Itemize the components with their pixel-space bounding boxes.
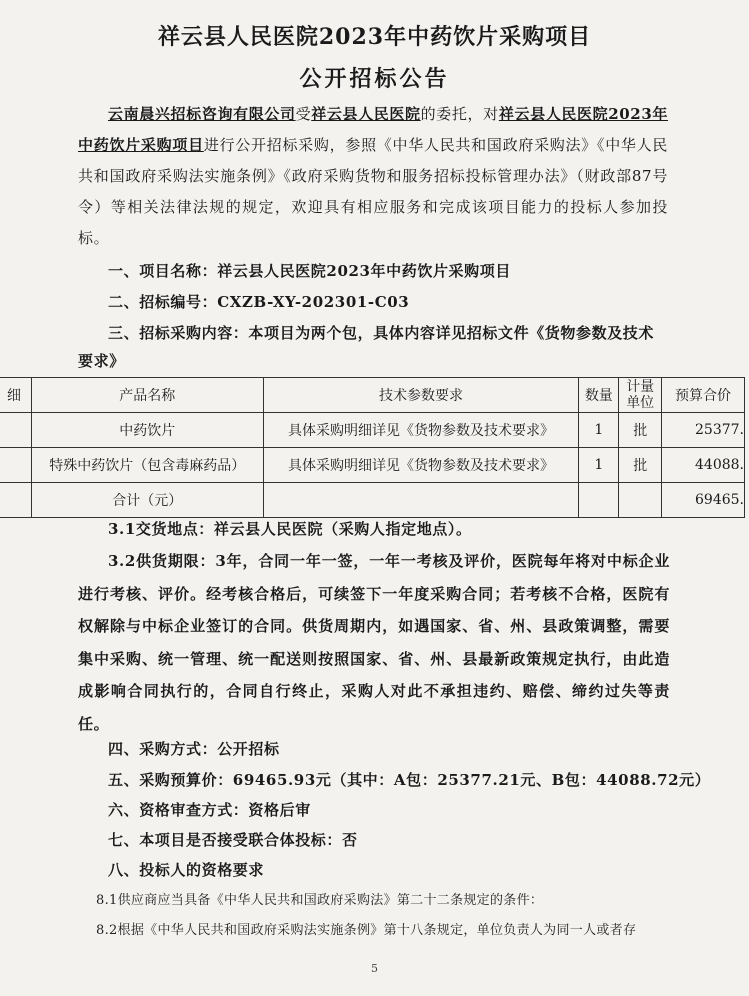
page-number: 5 xyxy=(371,962,378,975)
cell-spec: 具体采购明细详见《货物参数及技术要求》 xyxy=(263,413,579,448)
section-2: 二、招标编号：CXZB-XY-202301-C03 xyxy=(108,293,410,311)
header-spec: 技术参数要求 xyxy=(263,378,579,413)
cell-name: 中药饮片 xyxy=(31,413,263,448)
cell-budget: 44088. xyxy=(662,448,745,483)
cell-budget: 25377. xyxy=(662,413,745,448)
table-row xyxy=(0,413,745,448)
table-header-row xyxy=(0,378,745,413)
intro-text-2: 的委托，对 xyxy=(420,105,499,123)
supply-period: 3.2供货期限：3年，合同一年一签，一年一考核及评价，医院每年将对中标企业进行考核、评价。经考核合格后，可续签下一年度采购合同；若考核不合格，医院有权解除与中标企业签订的合同。供货周期内，如遇国家、省、州、县政策调整，需要集中采购、统一管理、统一配送则按照国家、省、州、县最新政策规定执行，由此造成影响合同执行的，合同自行终止，采购人对此不承担违约、赔偿、缔约过失等责任。 xyxy=(78,552,670,733)
cell-unit: 批 xyxy=(619,448,662,483)
total-value: 69465. xyxy=(662,483,745,518)
intro-paragraph xyxy=(78,99,668,254)
cell-spec: 具体采购明细详见《货物参数及技术要求》 xyxy=(263,448,579,483)
notice-subtitle: 公开招标公告 xyxy=(299,66,450,92)
section-8: 八、投标人的资格要求 xyxy=(108,861,265,879)
cell-qty: 1 xyxy=(579,413,619,448)
cell-qty: 1 xyxy=(579,448,619,483)
header-name: 产品名称 xyxy=(31,378,263,413)
section-8-1: 8.1供应商应当具备《中华人民共和国政府采购法》第二十二条规定的条件： xyxy=(96,893,544,908)
items-table xyxy=(0,377,745,518)
intro-text-3: 进行公开招标采购，参照《中华人民共和国政府采购法》《中华人民共和国政府采购法实施条例》《政府采购货物和服务招标投标管理办法》（财政部87号令）等相关法律法规的规定，欢迎具有相应服务和完成该项目能力的投标人参加投标。 xyxy=(78,136,668,247)
table-row xyxy=(0,448,745,483)
header-col0: 细 xyxy=(0,378,31,413)
cell-name: 特殊中药饮片（包含毒麻药品） xyxy=(31,448,263,483)
header-qty: 数量 xyxy=(579,378,619,413)
project-name: 祥云县人民医院2023年中药饮片采购项目 xyxy=(78,105,669,154)
header-unit: 计量单位 xyxy=(619,378,662,413)
section-1: 一、项目名称：祥云县人民医院2023年中药饮片采购项目 xyxy=(108,262,511,280)
total-label: 合计（元） xyxy=(31,483,263,518)
section-5: 五、采购预算价：69465.93元（其中：A包：25377.21元、B包：44088.72元） xyxy=(108,771,711,789)
header-budget: 预算合价 xyxy=(662,378,745,413)
purchaser-name: 祥云县人民医院 xyxy=(311,105,421,123)
table-total-row xyxy=(0,483,745,518)
notice-title: 祥云县人民医院2023年中药饮片采购项目 xyxy=(157,24,592,50)
section-7: 七、本项目是否接受联合体投标：否 xyxy=(108,831,358,849)
section-6: 六、资格审查方式：资格后审 xyxy=(108,801,311,819)
section-3-line1: 三、招标采购内容：本项目为两个包，具体内容详见招标文件《货物参数及技术 xyxy=(108,324,655,342)
section-4: 四、采购方式：公开招标 xyxy=(108,740,280,758)
agency-name: 云南晨兴招标咨询有限公司 xyxy=(108,105,296,123)
delivery-location: 3.1交货地点：祥云县人民医院（采购人指定地点）。 xyxy=(108,520,472,538)
section-3-line2: 要求》 xyxy=(78,352,125,370)
cell-unit: 批 xyxy=(619,413,662,448)
section-8-2: 8.2根据《中华人民共和国政府采购法实施条例》第十八条规定，单位负责人为同一人或者存 xyxy=(96,923,637,938)
intro-text-1: 受 xyxy=(295,105,312,123)
